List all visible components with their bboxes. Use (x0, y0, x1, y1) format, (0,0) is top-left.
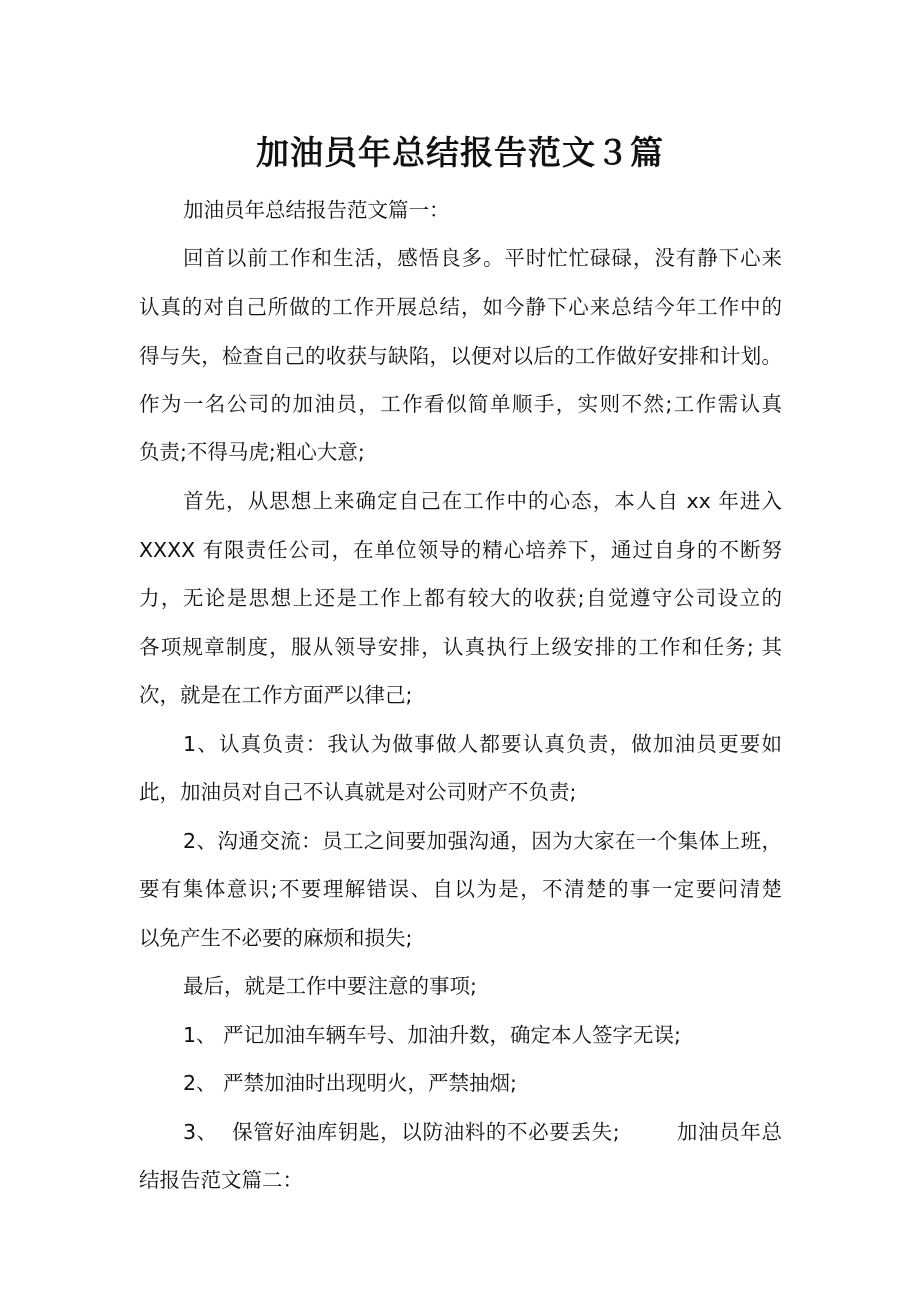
list-item-line: 此，加油员对自己不认真就是对公司财产不负责; (139, 780, 577, 804)
paragraph-line: 回首以前工作和生活，感悟良多。平时忙忙碌碌，没有静下心来 (183, 246, 782, 270)
paragraph-line: XXXX 有限责任公司，在单位领导的精心培养下，通过自身的不断努 (139, 538, 782, 562)
list-item-line: 3、 保管好油库钥匙，以防油料的不必要丢失; 加油员年总 (183, 1120, 782, 1144)
paragraph-line: 首先，从思想上来确定自己在工作中的心态，本人自 xx 年进入 (183, 489, 782, 513)
list-item-line: 2、沟通交流：员工之间要加强沟通，因为大家在一个集体上班， (183, 829, 782, 853)
list-item-line: 要有集体意识;不要理解错误、自以为是，不清楚的事一定要问清楚 (139, 877, 782, 901)
list-item-line: 以免产生不必要的麻烦和损失; (139, 926, 413, 950)
paragraph-line: 各项规章制度，服从领导安排，认真执行上级安排的工作和任务; 其 (139, 635, 782, 659)
list-item-line: 1、 严记加油车辆车号、加油升数，确定本人签字无误; (183, 1023, 681, 1047)
paragraph-line: 认真的对自己所做的工作开展总结，如今静下心来总结今年工作中的 (139, 295, 782, 319)
list-item-line: 2、 严禁加油时出现明火，严禁抽烟; (183, 1071, 517, 1095)
document-title: 加油员年总结报告范文３篇 (256, 133, 664, 172)
paragraph-line: 负责;不得马虎;粗心大意; (139, 440, 365, 464)
paragraph-line: 力，无论是思想上还是工作上都有较大的收获;自觉遵守公司设立的 (139, 586, 782, 610)
paragraph-line: 得与失，检查自己的收获与缺陷，以便对以后的工作做好安排和计划。 (139, 344, 782, 368)
list-item-line: 1、认真负责：我认为做事做人都要认真负责，做加油员更要如 (183, 732, 782, 756)
paragraph-line: 作为一名公司的加油员，工作看似简单顺手，实则不然;工作需认真 (139, 392, 782, 416)
paragraph-line: 加油员年总结报告范文篇一： (183, 198, 450, 222)
paragraph-line: 结报告范文篇二： (139, 1168, 303, 1192)
paragraph-line: 次，就是在工作方面严以律己; (139, 683, 413, 707)
paragraph-line: 最后，就是工作中要注意的事项; (183, 974, 477, 998)
